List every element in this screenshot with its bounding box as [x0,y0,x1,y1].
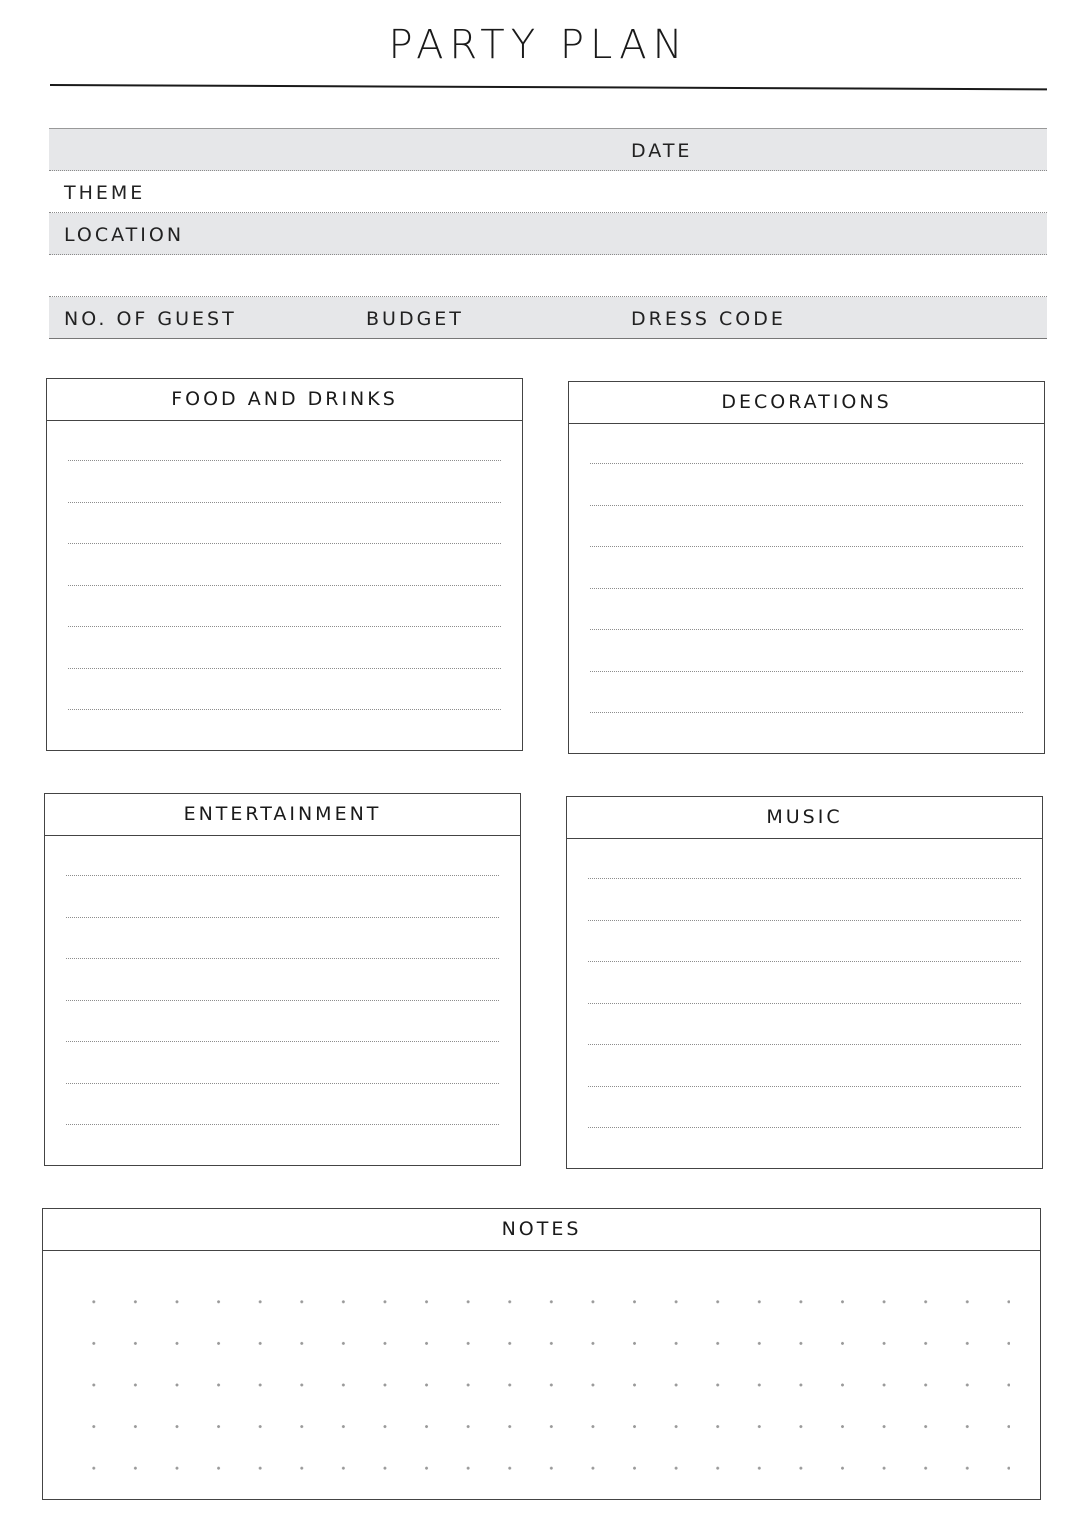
page-title: PARTY PLAN [388,22,689,68]
writing-line[interactable] [66,917,499,918]
writing-line[interactable] [68,626,501,627]
entertainment-heading: ENTERTAINMENT [45,794,520,836]
writing-line[interactable] [588,1127,1021,1128]
writing-line[interactable] [68,460,501,461]
guest-budget-dress-row[interactable] [49,297,1047,339]
writing-line[interactable] [66,1041,499,1042]
writing-line[interactable] [590,463,1023,464]
food-drinks-heading: FOOD AND DRINKS [47,379,522,421]
theme-label: THEME [64,182,146,204]
writing-line[interactable] [66,1124,499,1125]
title-divider [50,84,1047,90]
music-panel [566,796,1043,1169]
entertainment-lines[interactable] [45,836,520,1166]
blank-row[interactable] [49,255,1047,297]
decorations-lines[interactable] [569,424,1044,754]
food-drinks-panel [46,378,523,751]
writing-line[interactable] [590,671,1023,672]
entertainment-panel [44,793,521,1166]
date-label: DATE [631,140,693,162]
writing-line[interactable] [590,546,1023,547]
writing-line[interactable] [590,712,1023,713]
writing-line[interactable] [588,961,1021,962]
guests-label: NO. OF GUEST [64,308,237,330]
writing-line[interactable] [68,543,501,544]
date-row[interactable] [49,128,1047,171]
writing-line[interactable] [66,958,499,959]
writing-line[interactable] [68,668,501,669]
decorations-heading: DECORATIONS [569,382,1044,424]
writing-line[interactable] [66,1083,499,1084]
budget-label: BUDGET [366,308,464,330]
writing-line[interactable] [588,1086,1021,1087]
writing-line[interactable] [590,505,1023,506]
location-row[interactable] [49,213,1047,255]
theme-row[interactable] [49,171,1047,213]
decorations-panel [568,381,1045,754]
writing-line[interactable] [66,1000,499,1001]
location-label: LOCATION [64,224,185,246]
notes-dot-grid [73,1281,1010,1470]
writing-line[interactable] [590,588,1023,589]
writing-line[interactable] [590,629,1023,630]
music-heading: MUSIC [567,797,1042,839]
writing-line[interactable] [68,585,501,586]
writing-line[interactable] [66,875,499,876]
notes-panel [42,1208,1041,1500]
writing-line[interactable] [588,1003,1021,1004]
party-info-form [49,128,1047,339]
food-drinks-lines[interactable] [47,421,522,751]
music-lines[interactable] [567,839,1042,1169]
dress-code-label: DRESS CODE [631,308,786,330]
writing-line[interactable] [588,920,1021,921]
writing-line[interactable] [588,878,1021,879]
writing-line[interactable] [68,709,501,710]
notes-dot-grid-area[interactable] [43,1251,1040,1500]
writing-line[interactable] [68,502,501,503]
writing-line[interactable] [588,1044,1021,1045]
notes-heading: NOTES [43,1209,1040,1251]
